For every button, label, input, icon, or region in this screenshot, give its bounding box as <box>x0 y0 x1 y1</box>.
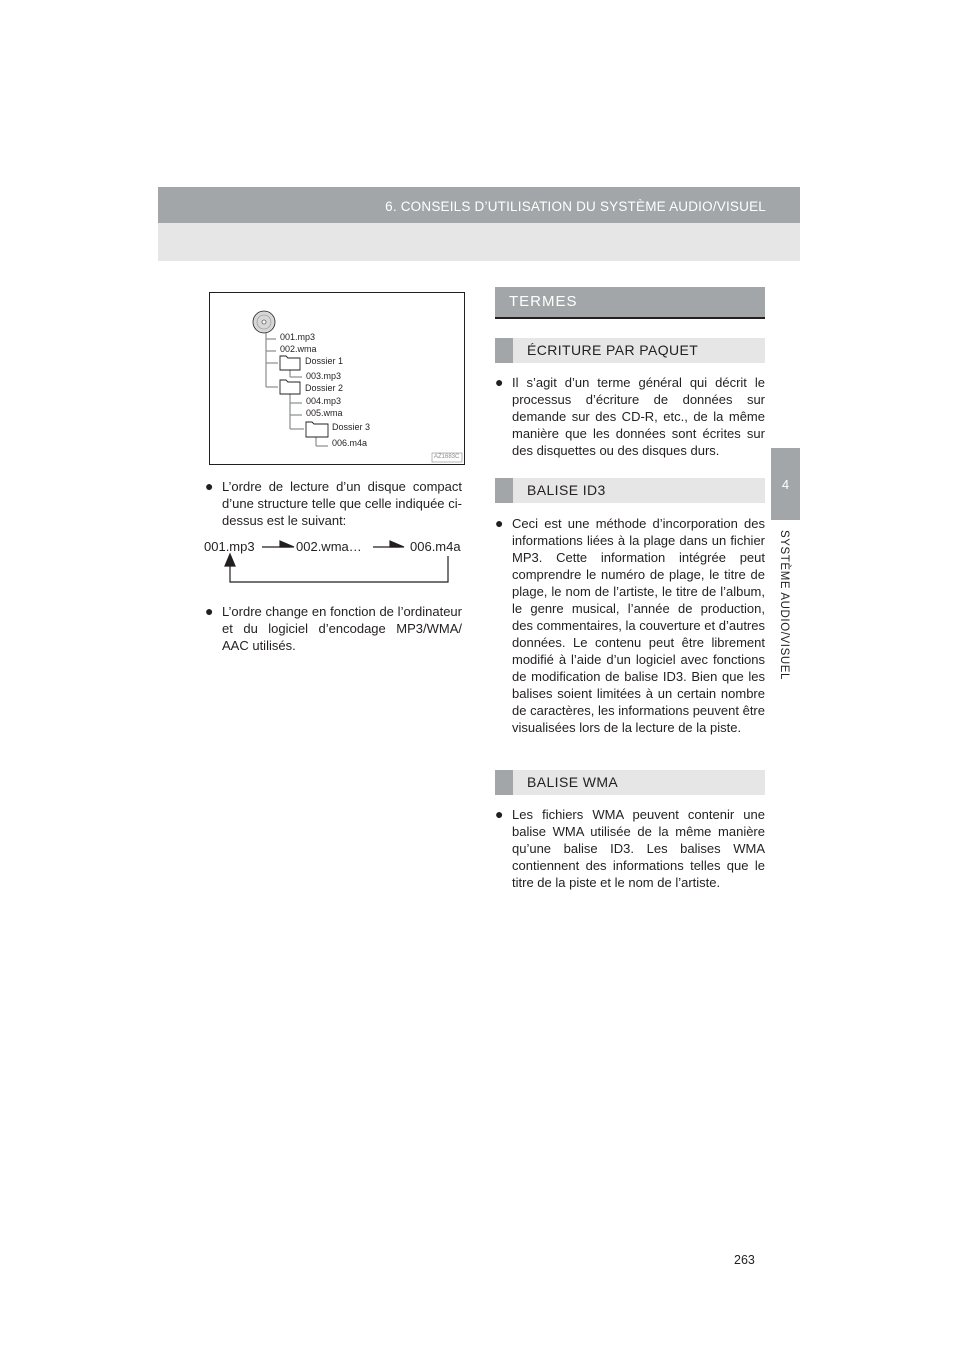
file-label: 002.wma <box>280 344 317 354</box>
arrow-right-icon <box>280 541 294 547</box>
file-label: 003.mp3 <box>306 371 342 381</box>
disc-icon <box>253 311 275 333</box>
sequence-second: 002.wma… <box>296 539 362 554</box>
bullet-order-changes <box>205 603 462 654</box>
header-subbar <box>158 223 800 261</box>
term-text-id3: ● Ceci est une méthode d’incorporation des informations liées à la plage dans un fichier MP3. Cette information intégrée peut comprendre le numéro de plage, le titre de plage, le nom de l’artiste, le titre de l’album, le genre musical, l’année de production, des commentaires, la couverture et d’autres données. Le contenu peut être librement modifié à l’aide d’un logiciel avec fonctions de modification de balise ID3. Bien que les balises soient limitées à un certain nombre de caractères, les informations peuvent être visualisées lors de la lecture de la piste. <box>495 515 765 735</box>
sequence-first: 001.mp3 <box>204 539 255 554</box>
sequence-arrows <box>200 536 470 586</box>
term-text-wma: ● Les fichiers WMA peuvent contenir une balise WMA utilisée de la même manière qu’une balise ID3. Les balises WMA contiennent des informations telles que le titre de la piste et le nom de l’artiste. <box>495 806 765 890</box>
folder-icon <box>280 356 300 370</box>
section-header-termes <box>495 287 765 319</box>
term-header-packet-writing <box>495 338 765 363</box>
sequence-last: 006.m4a <box>410 539 461 554</box>
header-title: 6. CONSEILS D’UTILISATION DU SYSTÈME AUDIO/VISUEL <box>385 199 766 214</box>
bullet-icon: ● <box>205 603 214 619</box>
folder-icon <box>280 380 300 394</box>
term-text-packet-writing: ● Il s’agit d’un terme général qui décrit le processus d’écriture de données sur demande sur des CD-R, etc., de la même manière que les données sont écrites sur des disquettes ou des disques durs. <box>495 374 765 458</box>
term-title: BALISE ID3 <box>527 482 606 498</box>
folder-icon <box>306 422 328 437</box>
figure-code: AZ1683C <box>434 454 460 460</box>
arrow-right-icon <box>390 541 404 547</box>
file-label: 006.m4a <box>332 438 368 448</box>
file-label: 004.mp3 <box>306 396 342 406</box>
bullet-playback-order <box>205 478 462 529</box>
file-label: 005.wma <box>306 408 343 418</box>
bullet-text: L’ordre change en fonction de l’ordinateur et du logiciel d’encodage MP3/WMA/ AAC utilisés. <box>222 604 462 653</box>
file-label: 001.mp3 <box>280 332 316 342</box>
bullet-icon: ● <box>495 515 504 531</box>
folder-structure-diagram <box>209 292 465 465</box>
term-header-id3 <box>495 478 765 503</box>
folder-label: Dossier 2 <box>305 383 344 393</box>
chapter-label: SYSTÈME AUDIO/VISUEL <box>778 530 790 681</box>
bullet-icon: ● <box>495 374 504 390</box>
folder-label: Dossier 3 <box>332 422 371 432</box>
term-title: ÉCRITURE PAR PAQUET <box>527 342 699 358</box>
arrow-up-icon <box>225 554 235 566</box>
folder-label: Dossier 1 <box>305 356 344 366</box>
term-header-wma <box>495 770 765 795</box>
page-number: 263 <box>734 1253 755 1267</box>
section-title: TERMES <box>509 293 578 310</box>
header-bar <box>158 187 800 223</box>
bullet-icon: ● <box>205 478 214 494</box>
bullet-icon: ● <box>495 806 504 822</box>
chapter-tab: 4 <box>771 448 800 520</box>
bullet-text: L’ordre de lecture d’un disque compact d’une structure telle que celle indiquée ci-dessus est le suivant: <box>222 479 462 528</box>
term-title: BALISE WMA <box>527 774 619 790</box>
